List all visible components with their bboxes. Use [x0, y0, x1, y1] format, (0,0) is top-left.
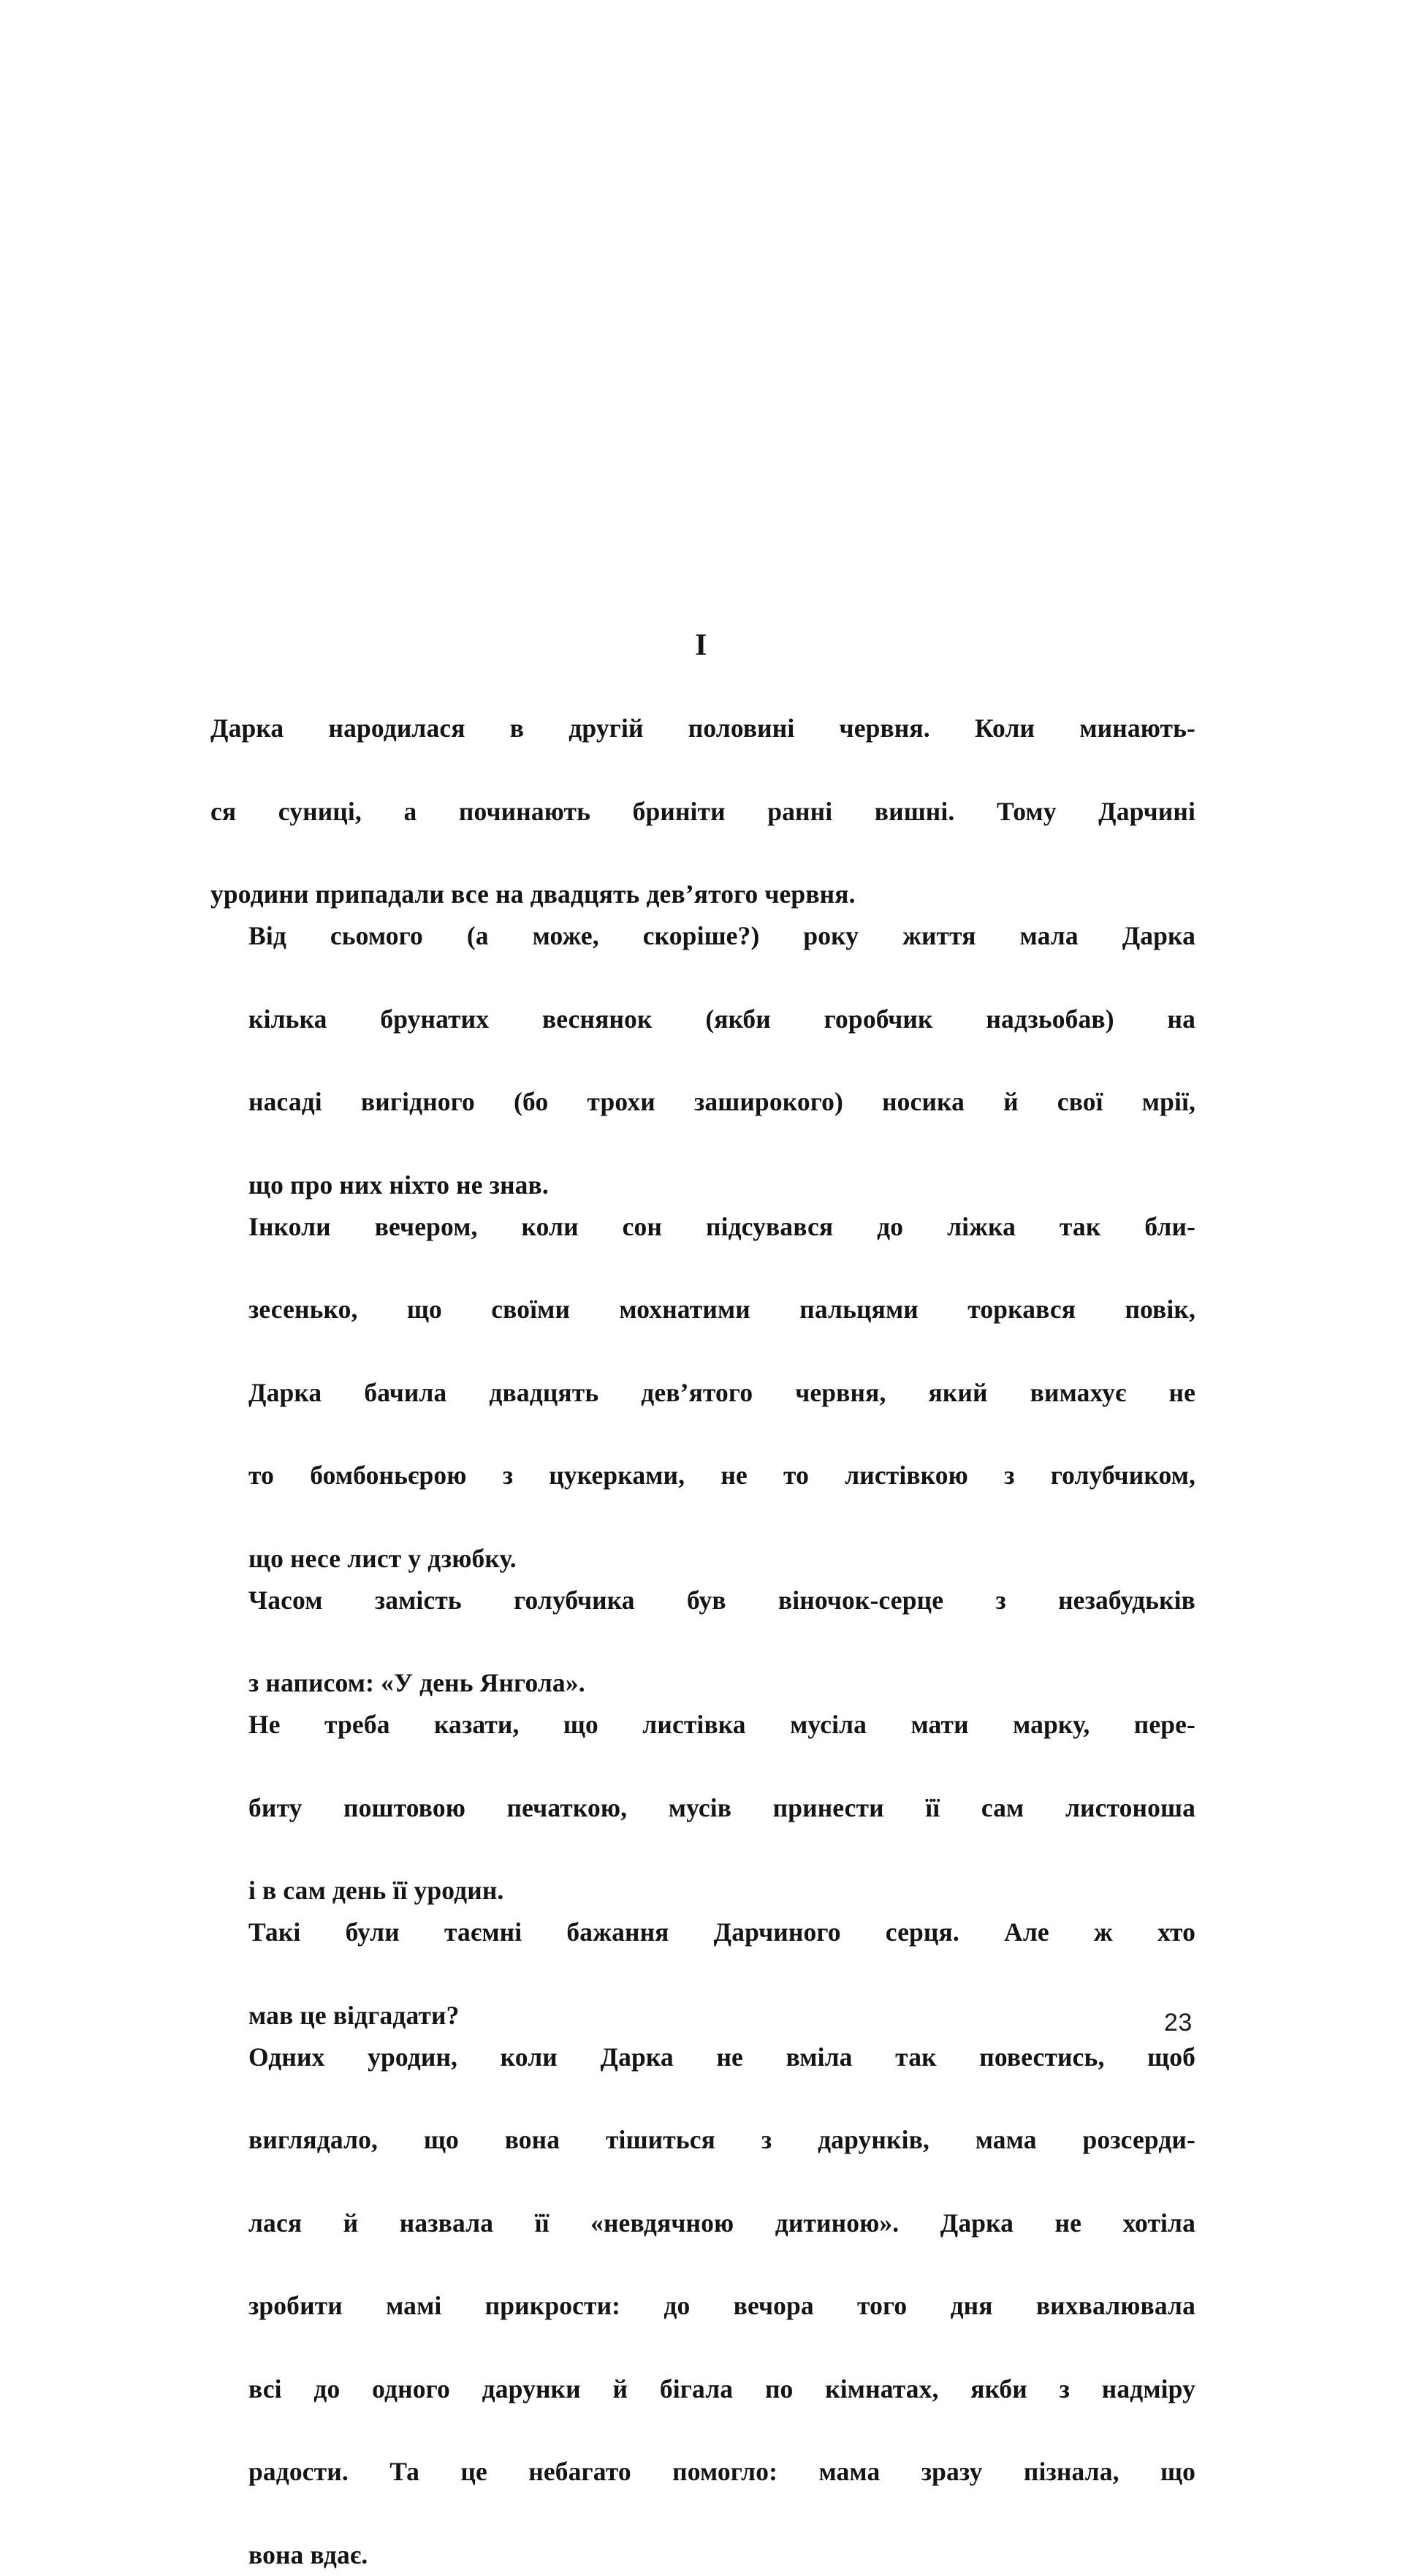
paragraph [210, 1206, 1195, 1580]
text-line: насаді вигідного (бо трохи заширокого) носика й свої мрії, [248, 1087, 1195, 1117]
text-line: мав це відгадати? [248, 2000, 460, 2030]
text-line: Такі були таємні бажання Дарчиного серця. Але ж хто [248, 1917, 1195, 1947]
text-line: Інколи вечером, коли сон підсувався до ліжка так бли- [248, 1211, 1195, 1241]
text-line: з написом: «У день Янгола». [248, 1668, 585, 1698]
text-line: то бомбоньєрою з цукерками, не то листівкою з голубчиком, [248, 1461, 1195, 1490]
text-line: Дарка народилася в другій половині червня. Коли минають- [210, 713, 1195, 743]
paragraph [210, 1704, 1195, 1912]
paragraph [210, 708, 1195, 915]
chapter-number: I [694, 629, 709, 662]
body-text-block [210, 708, 1195, 2576]
text-line: ся суниці, а починають бриніти ранні вишні. Тому Дарчині [210, 796, 1195, 826]
text-line: Дарка бачила двадцять дев’ятого червня, який вимахує не [248, 1377, 1195, 1407]
text-line: Часом замість голубчика був віночок-серце з незабудьків [248, 1585, 1195, 1615]
text-line: радости. Та це небагато помогло: мама зразу пізнала, що [248, 2457, 1195, 2487]
text-line: зесенько, що своїми мохнатими пальцями торкався повік, [248, 1295, 1195, 1325]
text-line: уродини припадали все на двадцять дев’ятого червня. [210, 879, 856, 909]
text-line: вона вдає. [248, 2540, 368, 2570]
text-line: кілька брунатих веснянок (якби горобчик надзьобав) на [248, 1004, 1195, 1034]
text-line: зробити мамі прикрости: до вечора того дня вихвалювала [248, 2291, 1195, 2321]
text-line: і в сам день її уродин. [248, 1876, 504, 1906]
text-line: що про них ніхто не знав. [248, 1170, 549, 1200]
text-line: биту поштовою печаткою, мусів принести її сам листоноша [248, 1792, 1195, 1822]
paragraph [210, 915, 1195, 1206]
text-line: лася й назвала її «невдячною дитиною». Дарка не хотіла [248, 2208, 1195, 2238]
text-line: виглядало, що вона тішиться з дарунків, мама розсерди- [248, 2125, 1195, 2155]
paragraph [210, 1580, 1195, 1704]
text-line: Не треба казати, що листівка мусіла мати марку, пере- [248, 1710, 1195, 1740]
text-line: Від сьомого (а може, скоріше?) року життя мала Дарка [248, 920, 1195, 950]
paragraph [210, 2037, 1195, 2576]
text-line: що несе лист у дзюбку. [248, 1543, 517, 1573]
text-line: всі до одного дарунки й бігала по кімнатах, якби з надміру [248, 2374, 1195, 2403]
text-line: Одних уродин, коли Дарка не вміла так повестись, щоб [248, 2042, 1195, 2072]
page-number: 23 [1163, 2009, 1193, 2037]
